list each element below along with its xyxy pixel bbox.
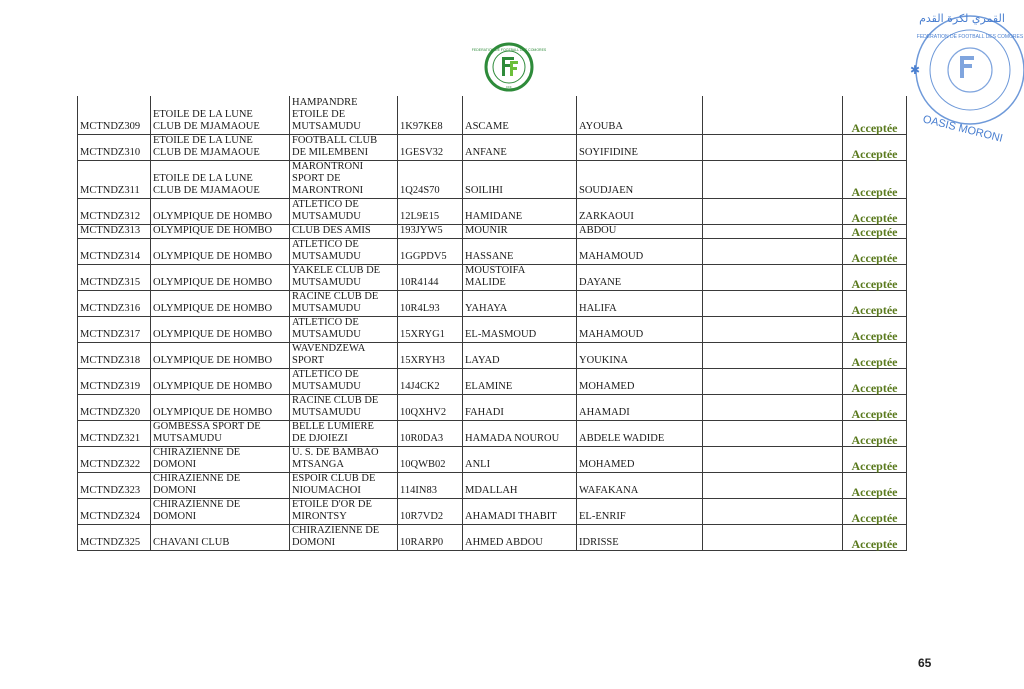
cell-status: Acceptée (843, 198, 907, 224)
federation-logo (471, 42, 547, 92)
cell-first-name: MAHAMOUD (577, 316, 703, 342)
cell-remark (703, 368, 843, 394)
cell-licence: 1K97KE8 (398, 96, 463, 134)
cell-code: MCTNDZ322 (78, 446, 151, 472)
cell-remark (703, 96, 843, 134)
cell-status: Acceptée (843, 394, 907, 420)
table-row (78, 224, 907, 238)
cell-code: MCTNDZ319 (78, 368, 151, 394)
cell-club-origin: CHIRAZIENNE DE DOMONI (151, 446, 290, 472)
cell-licence: 10R4144 (398, 264, 463, 290)
table-row (78, 316, 907, 342)
cell-remark (703, 472, 843, 498)
cell-remark (703, 198, 843, 224)
official-stamp (902, 4, 1022, 144)
cell-status: Acceptée (843, 96, 907, 134)
cell-licence: 114IN83 (398, 472, 463, 498)
cell-last-name: ASCAME (463, 96, 577, 134)
cell-code: MCTNDZ318 (78, 342, 151, 368)
cell-last-name: ANLI (463, 446, 577, 472)
table-row (78, 290, 907, 316)
cell-licence: 10RARP0 (398, 524, 463, 550)
cell-code: MCTNDZ317 (78, 316, 151, 342)
cell-club-origin: OLYMPIQUE DE HOMBO (151, 316, 290, 342)
cell-code: MCTNDZ314 (78, 238, 151, 264)
logo-ring-text: FEDERATION DE FOOTBALL DES COMORES (471, 48, 547, 52)
cell-club-destination: ESPOIR CLUB DE NIOUMACHOI (290, 472, 398, 498)
cell-status: Acceptée (843, 420, 907, 446)
cell-last-name: YAHAYA (463, 290, 577, 316)
cell-first-name: YOUKINA (577, 342, 703, 368)
cell-first-name: ZARKAOUI (577, 198, 703, 224)
cell-first-name: DAYANE (577, 264, 703, 290)
cell-status: Acceptée (843, 342, 907, 368)
cell-remark (703, 394, 843, 420)
cell-licence: 10QXHV2 (398, 394, 463, 420)
table-row (78, 342, 907, 368)
cell-club-destination: RACINE CLUB DE MUTSAMUDU (290, 394, 398, 420)
table-row (78, 524, 907, 550)
table-row (78, 264, 907, 290)
cell-code: MCTNDZ316 (78, 290, 151, 316)
cell-code: MCTNDZ310 (78, 134, 151, 160)
cell-code: MCTNDZ311 (78, 160, 151, 198)
cell-last-name: LAYAD (463, 342, 577, 368)
cell-first-name: EL-ENRIF (577, 498, 703, 524)
cell-last-name: HAMIDANE (463, 198, 577, 224)
cell-code: MCTNDZ313 (78, 224, 151, 238)
cell-club-origin: OLYMPIQUE DE HOMBO (151, 198, 290, 224)
stamp-ring-text: FEDERATION DE FOOTBALL DES COMORES (916, 34, 1024, 40)
cell-last-name: SOILIHI (463, 160, 577, 198)
cell-club-destination: CLUB DES AMIS (290, 224, 398, 238)
table-row (78, 238, 907, 264)
cell-remark (703, 498, 843, 524)
cell-licence: 10R0DA3 (398, 420, 463, 446)
cell-code: MCTNDZ324 (78, 498, 151, 524)
cell-first-name: SOUDJAEN (577, 160, 703, 198)
cell-club-origin: ETOILE DE LA LUNE CLUB DE MJAMAOUE (151, 96, 290, 134)
cell-licence: 14J4CK2 (398, 368, 463, 394)
cell-last-name: MDALLAH (463, 472, 577, 498)
cell-status: Acceptée (843, 498, 907, 524)
cell-status: Acceptée (843, 224, 907, 238)
cell-first-name: IDRISSE (577, 524, 703, 550)
cell-licence: 15XRYH3 (398, 342, 463, 368)
transfer-table (77, 96, 907, 551)
cell-code: MCTNDZ309 (78, 96, 151, 134)
cell-club-destination: ATLETICO DE MUTSAMUDU (290, 368, 398, 394)
cell-club-destination: ETOILE D'OR DE MIRONTSY (290, 498, 398, 524)
cell-first-name: MOHAMED (577, 368, 703, 394)
cell-club-destination: FOOTBALL CLUB DE MILEMBENI (290, 134, 398, 160)
cell-last-name: HASSANE (463, 238, 577, 264)
table-row (78, 198, 907, 224)
cell-code: MCTNDZ325 (78, 524, 151, 550)
page-number: 65 (918, 656, 932, 670)
cell-status: Acceptée (843, 290, 907, 316)
cell-club-origin: CHIRAZIENNE DE DOMONI (151, 472, 290, 498)
cell-licence: 12L9E15 (398, 198, 463, 224)
cell-club-origin: OLYMPIQUE DE HOMBO (151, 342, 290, 368)
cell-club-origin: OLYMPIQUE DE HOMBO (151, 238, 290, 264)
table-row (78, 368, 907, 394)
cell-status: Acceptée (843, 472, 907, 498)
cell-club-origin: OLYMPIQUE DE HOMBO (151, 224, 290, 238)
cell-last-name: ELAMINE (463, 368, 577, 394)
table-body (78, 96, 907, 550)
cell-remark (703, 160, 843, 198)
cell-club-origin: OLYMPIQUE DE HOMBO (151, 394, 290, 420)
stamp-star-icon: ✱ (910, 63, 921, 77)
cell-status: Acceptée (843, 524, 907, 550)
table-row (78, 498, 907, 524)
cell-first-name: AHAMADI (577, 394, 703, 420)
cell-first-name: ABDOU (577, 224, 703, 238)
cell-first-name: HALIFA (577, 290, 703, 316)
cell-club-destination: CHIRAZIENNE DE DOMONI (290, 524, 398, 550)
cell-first-name: SOYIFIDINE (577, 134, 703, 160)
cell-club-destination: BELLE LUMIERE DE DJOIEZI (290, 420, 398, 446)
cell-licence: 1GGPDV5 (398, 238, 463, 264)
cell-club-origin: OLYMPIQUE DE HOMBO (151, 368, 290, 394)
cell-first-name: AYOUBA (577, 96, 703, 134)
cell-club-origin: ETOILE DE LA LUNE CLUB DE MJAMAOUE (151, 134, 290, 160)
cell-club-destination: ATLETICO DE MUTSAMUDU (290, 198, 398, 224)
stamp-arabic: القمري لكرة القدم (919, 12, 1005, 25)
cell-club-origin: ETOILE DE LA LUNE CLUB DE MJAMAOUE (151, 160, 290, 198)
cell-last-name: AHMED ABDOU (463, 524, 577, 550)
cell-club-destination: ATLETICO DE MUTSAMUDU (290, 316, 398, 342)
cell-club-destination: YAKELE CLUB DE MUTSAMUDU (290, 264, 398, 290)
cell-club-origin: OLYMPIQUE DE HOMBO (151, 290, 290, 316)
cell-club-destination: MARONTRONI SPORT DE MARONTRONI (290, 160, 398, 198)
cell-code: MCTNDZ320 (78, 394, 151, 420)
cell-club-origin: CHAVANI CLUB (151, 524, 290, 550)
cell-club-destination: RACINE CLUB DE MUTSAMUDU (290, 290, 398, 316)
table-row (78, 134, 907, 160)
cell-status: Acceptée (843, 264, 907, 290)
cell-code: MCTNDZ323 (78, 472, 151, 498)
cell-last-name: MOUSTOIFA MALIDE (463, 264, 577, 290)
cell-status: Acceptée (843, 134, 907, 160)
cell-club-destination: ATLETICO DE MUTSAMUDU (290, 238, 398, 264)
cell-licence: 15XRYG1 (398, 316, 463, 342)
cell-last-name: AHAMADI THABIT (463, 498, 577, 524)
table-row (78, 446, 907, 472)
cell-club-destination: HAMPANDRE ETOILE DE MUTSAMUDU (290, 96, 398, 134)
cell-last-name: ANFANE (463, 134, 577, 160)
cell-remark (703, 316, 843, 342)
cell-licence: 1GESV32 (398, 134, 463, 160)
logo-letters: FFF (506, 85, 512, 89)
table-row (78, 420, 907, 446)
cell-last-name: HAMADA NOUROU (463, 420, 577, 446)
cell-licence: 10R7VD2 (398, 498, 463, 524)
cell-remark (703, 134, 843, 160)
cell-code: MCTNDZ315 (78, 264, 151, 290)
cell-licence: 10R4L93 (398, 290, 463, 316)
cell-first-name: ABDELE WADIDE (577, 420, 703, 446)
cell-remark (703, 264, 843, 290)
table-row (78, 96, 907, 134)
cell-remark (703, 224, 843, 238)
cell-first-name: MOHAMED (577, 446, 703, 472)
cell-status: Acceptée (843, 238, 907, 264)
table-row (78, 472, 907, 498)
cell-status: Acceptée (843, 446, 907, 472)
cell-club-destination: U. S. DE BAMBAO MTSANGA (290, 446, 398, 472)
cell-licence: 193JYW5 (398, 224, 463, 238)
cell-code: MCTNDZ312 (78, 198, 151, 224)
table-row (78, 160, 907, 198)
cell-licence: 10QWB02 (398, 446, 463, 472)
cell-first-name: WAFAKANA (577, 472, 703, 498)
cell-remark (703, 446, 843, 472)
cell-last-name: FAHADI (463, 394, 577, 420)
cell-remark (703, 524, 843, 550)
cell-remark (703, 342, 843, 368)
cell-status: Acceptée (843, 160, 907, 198)
cell-remark (703, 238, 843, 264)
cell-status: Acceptée (843, 368, 907, 394)
cell-club-destination: WAVENDZEWA SPORT (290, 342, 398, 368)
cell-first-name: MAHAMOUD (577, 238, 703, 264)
cell-last-name: MOUNIR (463, 224, 577, 238)
cell-code: MCTNDZ321 (78, 420, 151, 446)
stamp-place: OASIS MORONI (921, 113, 1004, 145)
cell-licence: 1Q24S70 (398, 160, 463, 198)
table-row (78, 394, 907, 420)
cell-club-origin: CHIRAZIENNE DE DOMONI (151, 498, 290, 524)
cell-club-origin: OLYMPIQUE DE HOMBO (151, 264, 290, 290)
cell-status: Acceptée (843, 316, 907, 342)
cell-remark (703, 290, 843, 316)
cell-remark (703, 420, 843, 446)
cell-club-origin: GOMBESSA SPORT DE MUTSAMUDU (151, 420, 290, 446)
cell-last-name: EL-MASMOUD (463, 316, 577, 342)
